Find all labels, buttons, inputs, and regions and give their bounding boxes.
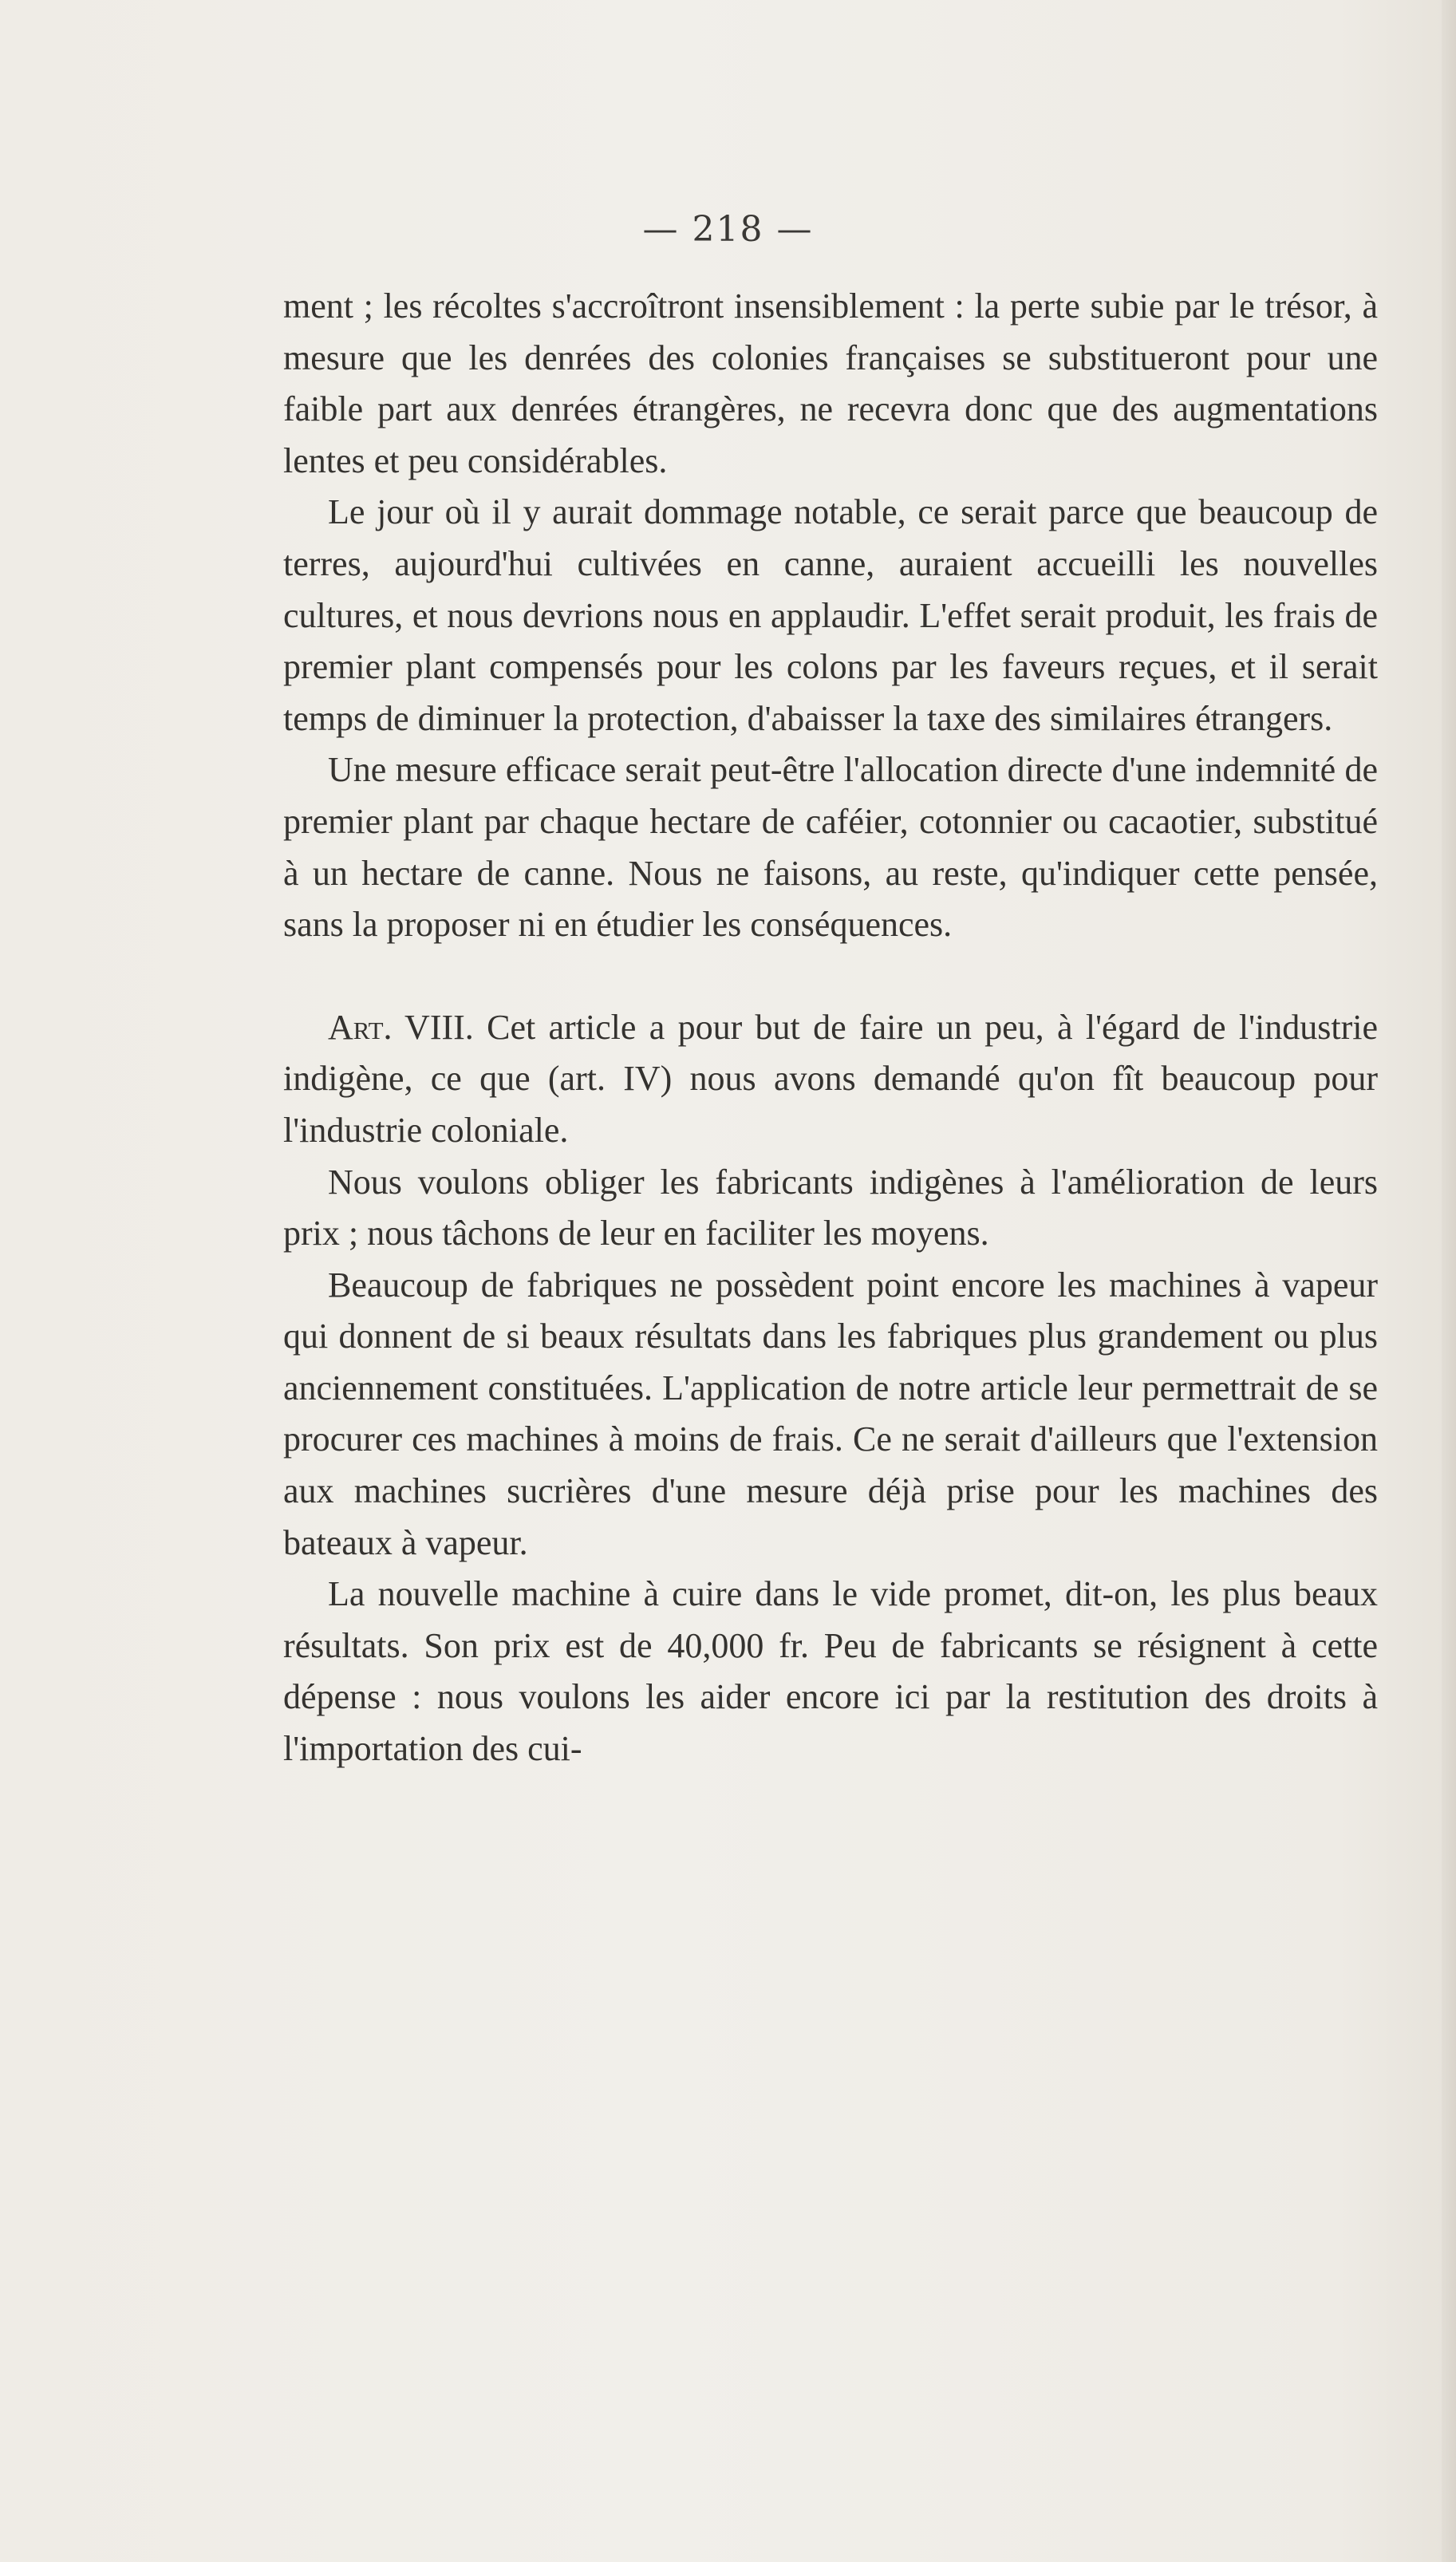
article-paragraph [283, 1002, 1378, 1157]
paragraph: Une mesure efficace serait peut-être l'allocation directe d'une indemnité de premier plant par chaque hectare de caféier, cotonnier ou cacaotier, substitué à un hectare de canne. Nous ne faisons, au reste, qu'indiquer cette pensée, sans la proposer ni en étudier les conséquences. [283, 750, 1378, 945]
paragraph: La nouvelle machine à cuire dans le vide promet, dit-on, les plus beaux résultats. Son prix est de 40,000 fr. Peu de fabricants se résignent à cette dépense : nous voulons les aider encore ici par la restitution des droits à l'importation des cui- [283, 1574, 1378, 1769]
paragraph: Nous voulons obliger les fabricants indigènes à l'amélioration de leurs prix ; nous tâchons de leur en faciliter les moyens. [283, 1162, 1378, 1253]
page-number: — 218 — [642, 209, 814, 250]
body-text [283, 281, 1378, 1775]
page-edge [1442, 0, 1456, 2562]
article-label: Art. VIII. [328, 1007, 474, 1047]
paragraph: Beaucoup de fabriques ne possèdent point encore les machines à vapeur qui donnent de si beaux résultats dans les fabriques plus grandement ou plus anciennement constituées. L'application de notre article leur permettrait de se procurer ces machines à moins de frais. Ce ne serait d'ailleurs que l'extension aux machines sucrières d'une mesure déjà prise pour les machines des bateaux à vapeur. [283, 1265, 1378, 1562]
paragraph-continuation: ment ; les récoltes s'accroîtront insensiblement : la perte subie par le trésor, à mesure que les denrées des colonies françaises se substitueront pour une faible part aux denrées étrangères, ne recevra donc que des augmentations lentes et peu considérables. [283, 286, 1378, 480]
paragraph: Le jour où il y aurait dommage notable, ce serait parce que beaucoup de terres, aujourd'hui cultivées en canne, auraient accueilli les nouvelles cultures, et nous devrions nous en applaudir. L'effet serait produit, les frais de premier plant compensés pour les colons par les faveurs reçues, et il serait temps de diminuer la protection, d'abaisser la taxe des similaires étrangers. [283, 492, 1378, 738]
article-text: Cet article a pour but de faire un peu, à l'égard de l'industrie indigène, ce que (art. IV) nous avons demandé qu'on fît beaucoup pour l'industrie coloniale. [283, 1007, 1378, 1150]
